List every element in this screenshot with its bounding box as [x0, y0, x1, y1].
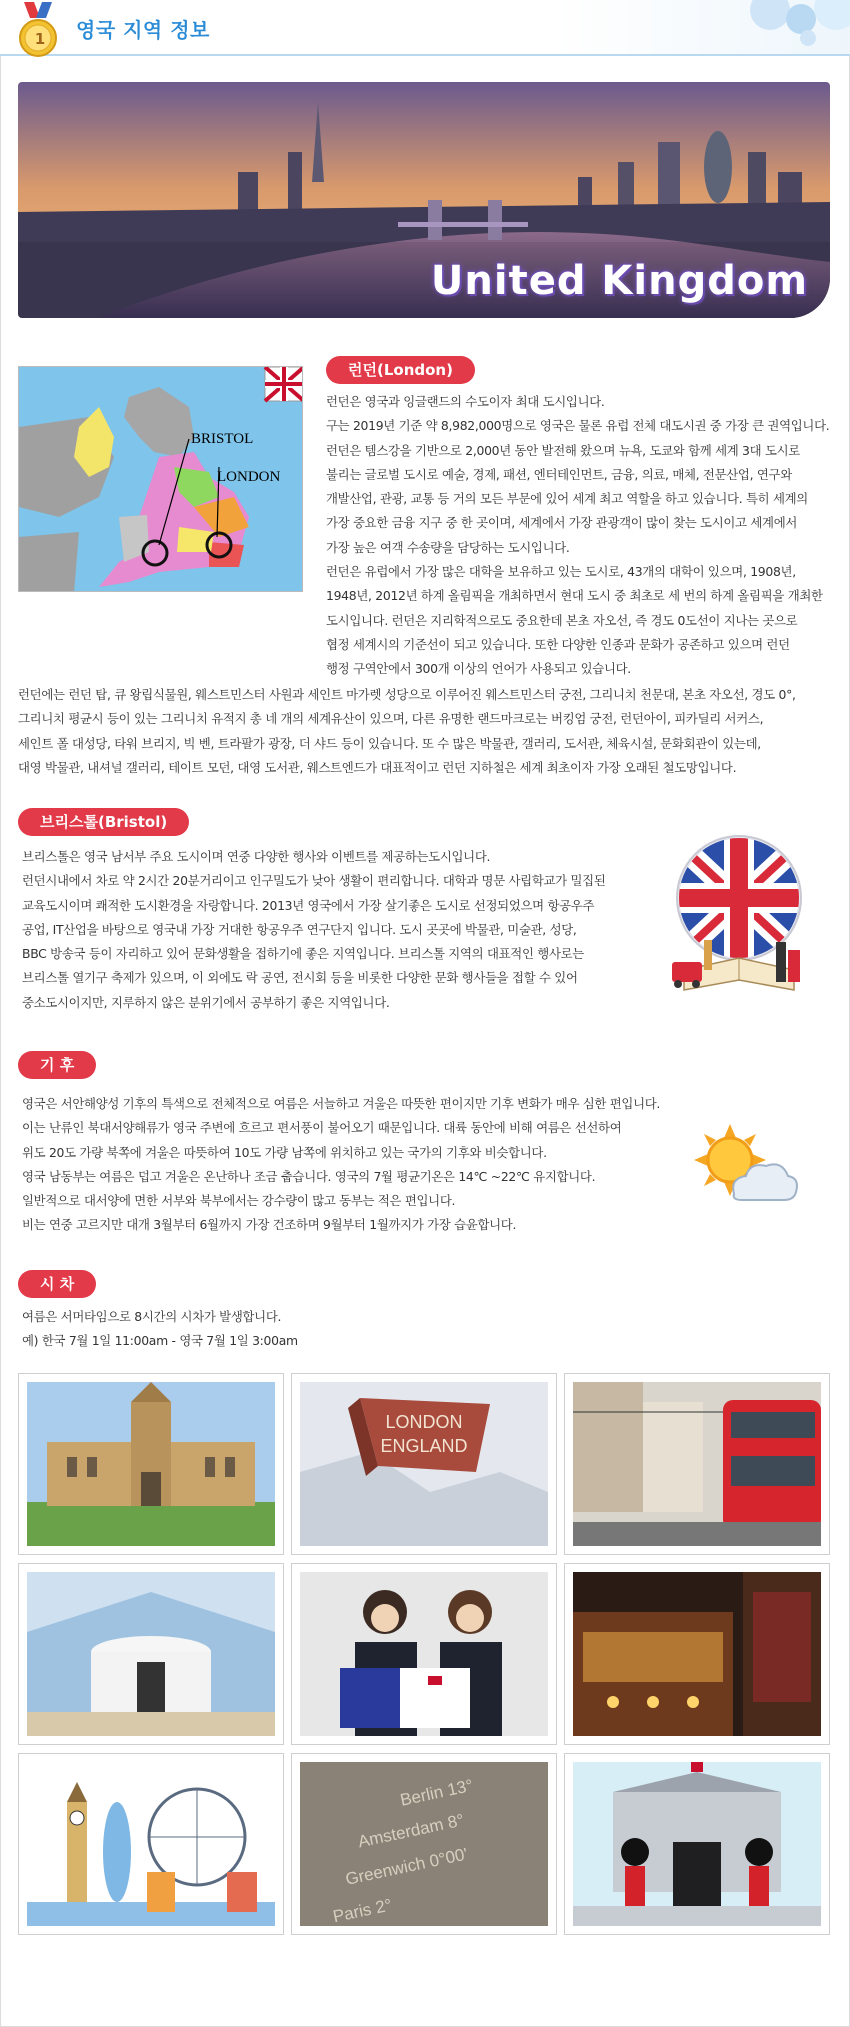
london-line: 가장 중요한 금융 지구 중 한 곳이며, 세계에서 가장 관광객이 많이 찾는 도시이고 세계에서 — [326, 515, 798, 531]
london-line: 행정 구역안에서 300개 이상의 언어가 사용되고 있습니다. — [326, 661, 631, 677]
uk-map — [18, 366, 303, 592]
london-line: 개발산업, 관광, 교통 등 거의 모든 부문에 있어 세계 최고 역할을 하고 있습니다. 특히 세계의 — [326, 491, 808, 507]
time-difference-paragraph — [22, 1305, 522, 1354]
london-landmarks-line: 그리니치 평균시 등이 있는 그리니치 유적지 총 네 개의 세계유산이 있으며, 다른 유명한 랜드마크로는 버킹엄 궁전, 런던아이, 피카딜리 서커스, — [18, 711, 764, 727]
climate-line: 비는 연중 고르지만 대개 3월부터 6월까지 가장 건조하며 9월부터 1월까지가 가장 습윤합니다. — [22, 1217, 517, 1233]
london-england-map-image — [300, 1382, 548, 1546]
london-line: 런던은 유럽에서 가장 많은 대학을 보유하고 있는 도시로, 43개의 대학이 있으며, 1908년, — [326, 564, 796, 580]
uk-flag-globe-illustration — [664, 830, 814, 1010]
bristol-line: BBC 방송국 등이 자리하고 있어 문화생활을 접하기에 좋은 지역입니다. 브리스톨 지역의 대표적인 행사로는 — [22, 946, 584, 962]
climate-section-label: 기 후 — [18, 1051, 96, 1079]
banner-title: United Kingdom — [430, 258, 808, 304]
time-difference-line: 예) 한국 7월 1일 11:00am - 영국 7월 1일 3:00am — [22, 1333, 298, 1349]
photo-cambridge-college — [18, 1373, 284, 1555]
plaque-line-4: Paris 2° — [331, 1895, 394, 1926]
sun-cloud-icon — [690, 1120, 800, 1210]
london-line: 런던은 영국과 잉글랜드의 수도이자 최대 도시입니다. — [326, 394, 605, 409]
college-building-image — [27, 1382, 275, 1546]
london-landmarks-line: 런던에는 런던 탑, 큐 왕립식물원, 웨스트민스터 사원과 세인트 마가렛 성당으로 이루어진 웨스트민스터 궁전, 그리니치 천문대, 본초 자오선, 경도 0°, — [18, 687, 796, 702]
sign-line-2: ENGLAND — [380, 1436, 468, 1456]
london-line: 런던은 템스강을 기반으로 2,000년 동안 발전해 왔으며 뉴욕, 도쿄와 함께 세계 3대 도시로 — [326, 442, 800, 458]
climate-line: 위도 20도 가량 북쪽에 겨울은 따뜻하여 10도 가량 남쪽에 위치하고 있는 국가의 기후와 비슷합니다. — [22, 1144, 547, 1160]
climate-paragraph — [22, 1092, 712, 1238]
london-line: 가장 높은 여객 수송량을 담당하는 도시입니다. — [326, 539, 570, 555]
bristol-paragraph — [22, 845, 662, 1015]
photo-british-museum — [18, 1563, 284, 1745]
photo-students — [291, 1563, 557, 1745]
london-line: 구는 2019년 기준 약 8,982,000명으로 영국은 물론 유럽 전체 대도시권 중 가장 큰 권역입니다. — [326, 418, 830, 434]
climate-line: 영국 남동부는 여름은 덥고 겨울은 온난하나 조금 춥습니다. 영국의 7월 평균기온은 14℃ ~22℃ 유지합니다. — [22, 1168, 596, 1184]
sign-line-1: LONDON — [385, 1412, 463, 1432]
photo-red-bus-street — [564, 1373, 830, 1555]
photo-buckingham-guards-illustration — [564, 1753, 830, 1935]
bristol-line: 중소도시이지만, 지루하지 않은 분위기에서 공부하기 좋은 지역입니다. — [22, 994, 390, 1010]
photo-london-landmarks-illustration — [18, 1753, 284, 1935]
bristol-line: 교육도시이며 쾌적한 도시환경을 자랑합니다. 2013년 영국에서 가장 살기좋은 도시로 선정되었으며 항공우주 — [22, 897, 595, 913]
plaque-line-3: Greenwich 0°00' — [343, 1844, 470, 1889]
london-landmarks-paragraph — [18, 683, 833, 780]
bristol-line: 브리스톨 열기구 축제가 있으며, 이 외에도 락 공연, 전시회 등을 비롯한 다양한 문화 행사들을 접할 수 있어 — [22, 970, 578, 986]
photo-les-miserables-theatre — [564, 1563, 830, 1745]
london-line: 1948년, 2012년 하계 올림픽을 개최하면서 현대 도시 중 최초로 세 번의 하계 올림픽을 개최한 — [326, 588, 823, 604]
british-museum-image — [27, 1572, 275, 1736]
map-label-london: LONDON — [217, 469, 281, 485]
palace-guards-illustration-image — [573, 1762, 821, 1926]
plaque-line-1: Berlin 13° — [398, 1775, 475, 1810]
hero-banner — [18, 82, 830, 318]
photo-greenwich-meridian-plaque — [291, 1753, 557, 1935]
london-section-label: 런던(London) — [326, 356, 475, 384]
decorative-bubbles — [730, 0, 850, 56]
students-certificate-image — [300, 1572, 548, 1736]
section-header — [0, 0, 850, 56]
photo-london-england-map — [291, 1373, 557, 1555]
time-difference-line: 여름은 서머타임으로 8시간의 시차가 발생합니다. — [22, 1309, 282, 1324]
page-title: 영국 지역 정보 — [76, 18, 210, 42]
london-line: 협정 세계시의 기준선이 되고 있습니다. 또한 다양한 인종과 문화가 공존하고 있으며 런던 — [326, 636, 790, 652]
london-line: 도시입니다. 런던은 지리학적으로도 중요한데 본초 자오선, 즉 경도 0도선이 지나는 곳으로 — [326, 612, 798, 628]
climate-line: 이는 난류인 북대서양해류가 영국 주변에 흐르고 편서풍이 불어오기 때문입니다. 대륙 동안에 비해 여름은 선선하여 — [22, 1120, 622, 1136]
london-paragraph — [326, 390, 836, 682]
climate-line: 일반적으로 대서양에 면한 서부와 북부에서는 강수량이 많고 동부는 적은 편입니다. — [22, 1193, 456, 1209]
meridian-plaque-image — [300, 1762, 548, 1926]
bristol-line: 런던시내에서 차로 약 2시간 20분거리이고 인구밀도가 낮아 생활이 편리합니다. 대학과 명문 사립학교가 밀집된 — [22, 873, 606, 889]
time-difference-section-label: 시 차 — [18, 1270, 96, 1298]
bristol-line: 브리스톨은 영국 남서부 주요 도시이며 연중 다양한 행사와 이벤트를 제공하는도시입니다. — [22, 849, 491, 864]
climate-line: 영국은 서안해양성 기후의 특색으로 전체적으로 여름은 서늘하고 겨울은 따뜻한 편이지만 기후 변화가 매우 심한 편입니다. — [22, 1096, 661, 1111]
bristol-section-label: 브리스톨(Bristol) — [18, 808, 189, 836]
london-landmarks-line: 대영 박물관, 내셔널 갤러리, 테이트 모던, 대영 도서관, 웨스트엔드가 대표적이고 런던 지하철은 세계 최초이자 가장 오래된 철도망입니다. — [18, 759, 737, 775]
bristol-line: 공업, IT산업을 바탕으로 영국내 가장 거대한 항공우주 연구단지 입니다. 도시 곳곳에 박물관, 미술관, 성당, — [22, 921, 577, 937]
medal-number: 1 — [34, 30, 46, 48]
map-label-bristol: BRISTOL — [191, 431, 254, 447]
theatre-night-image — [573, 1572, 821, 1736]
red-bus-image — [573, 1382, 821, 1546]
plaque-line-2: Amsterdam 8° — [356, 1810, 466, 1852]
landmarks-illustration-image — [27, 1762, 275, 1926]
london-landmarks-line: 세인트 폴 대성당, 타워 브리지, 빅 벤, 트라팔가 광장, 더 샤드 등이 있습니다. 또 수 많은 박물관, 갤러리, 도서관, 체육시설, 문화회관이 있는데, — [18, 735, 761, 751]
london-line: 불리는 글로벌 도시로 예술, 경제, 패션, 엔터테인먼트, 금융, 의료, 매체, 전문산업, 연구와 — [326, 466, 792, 482]
